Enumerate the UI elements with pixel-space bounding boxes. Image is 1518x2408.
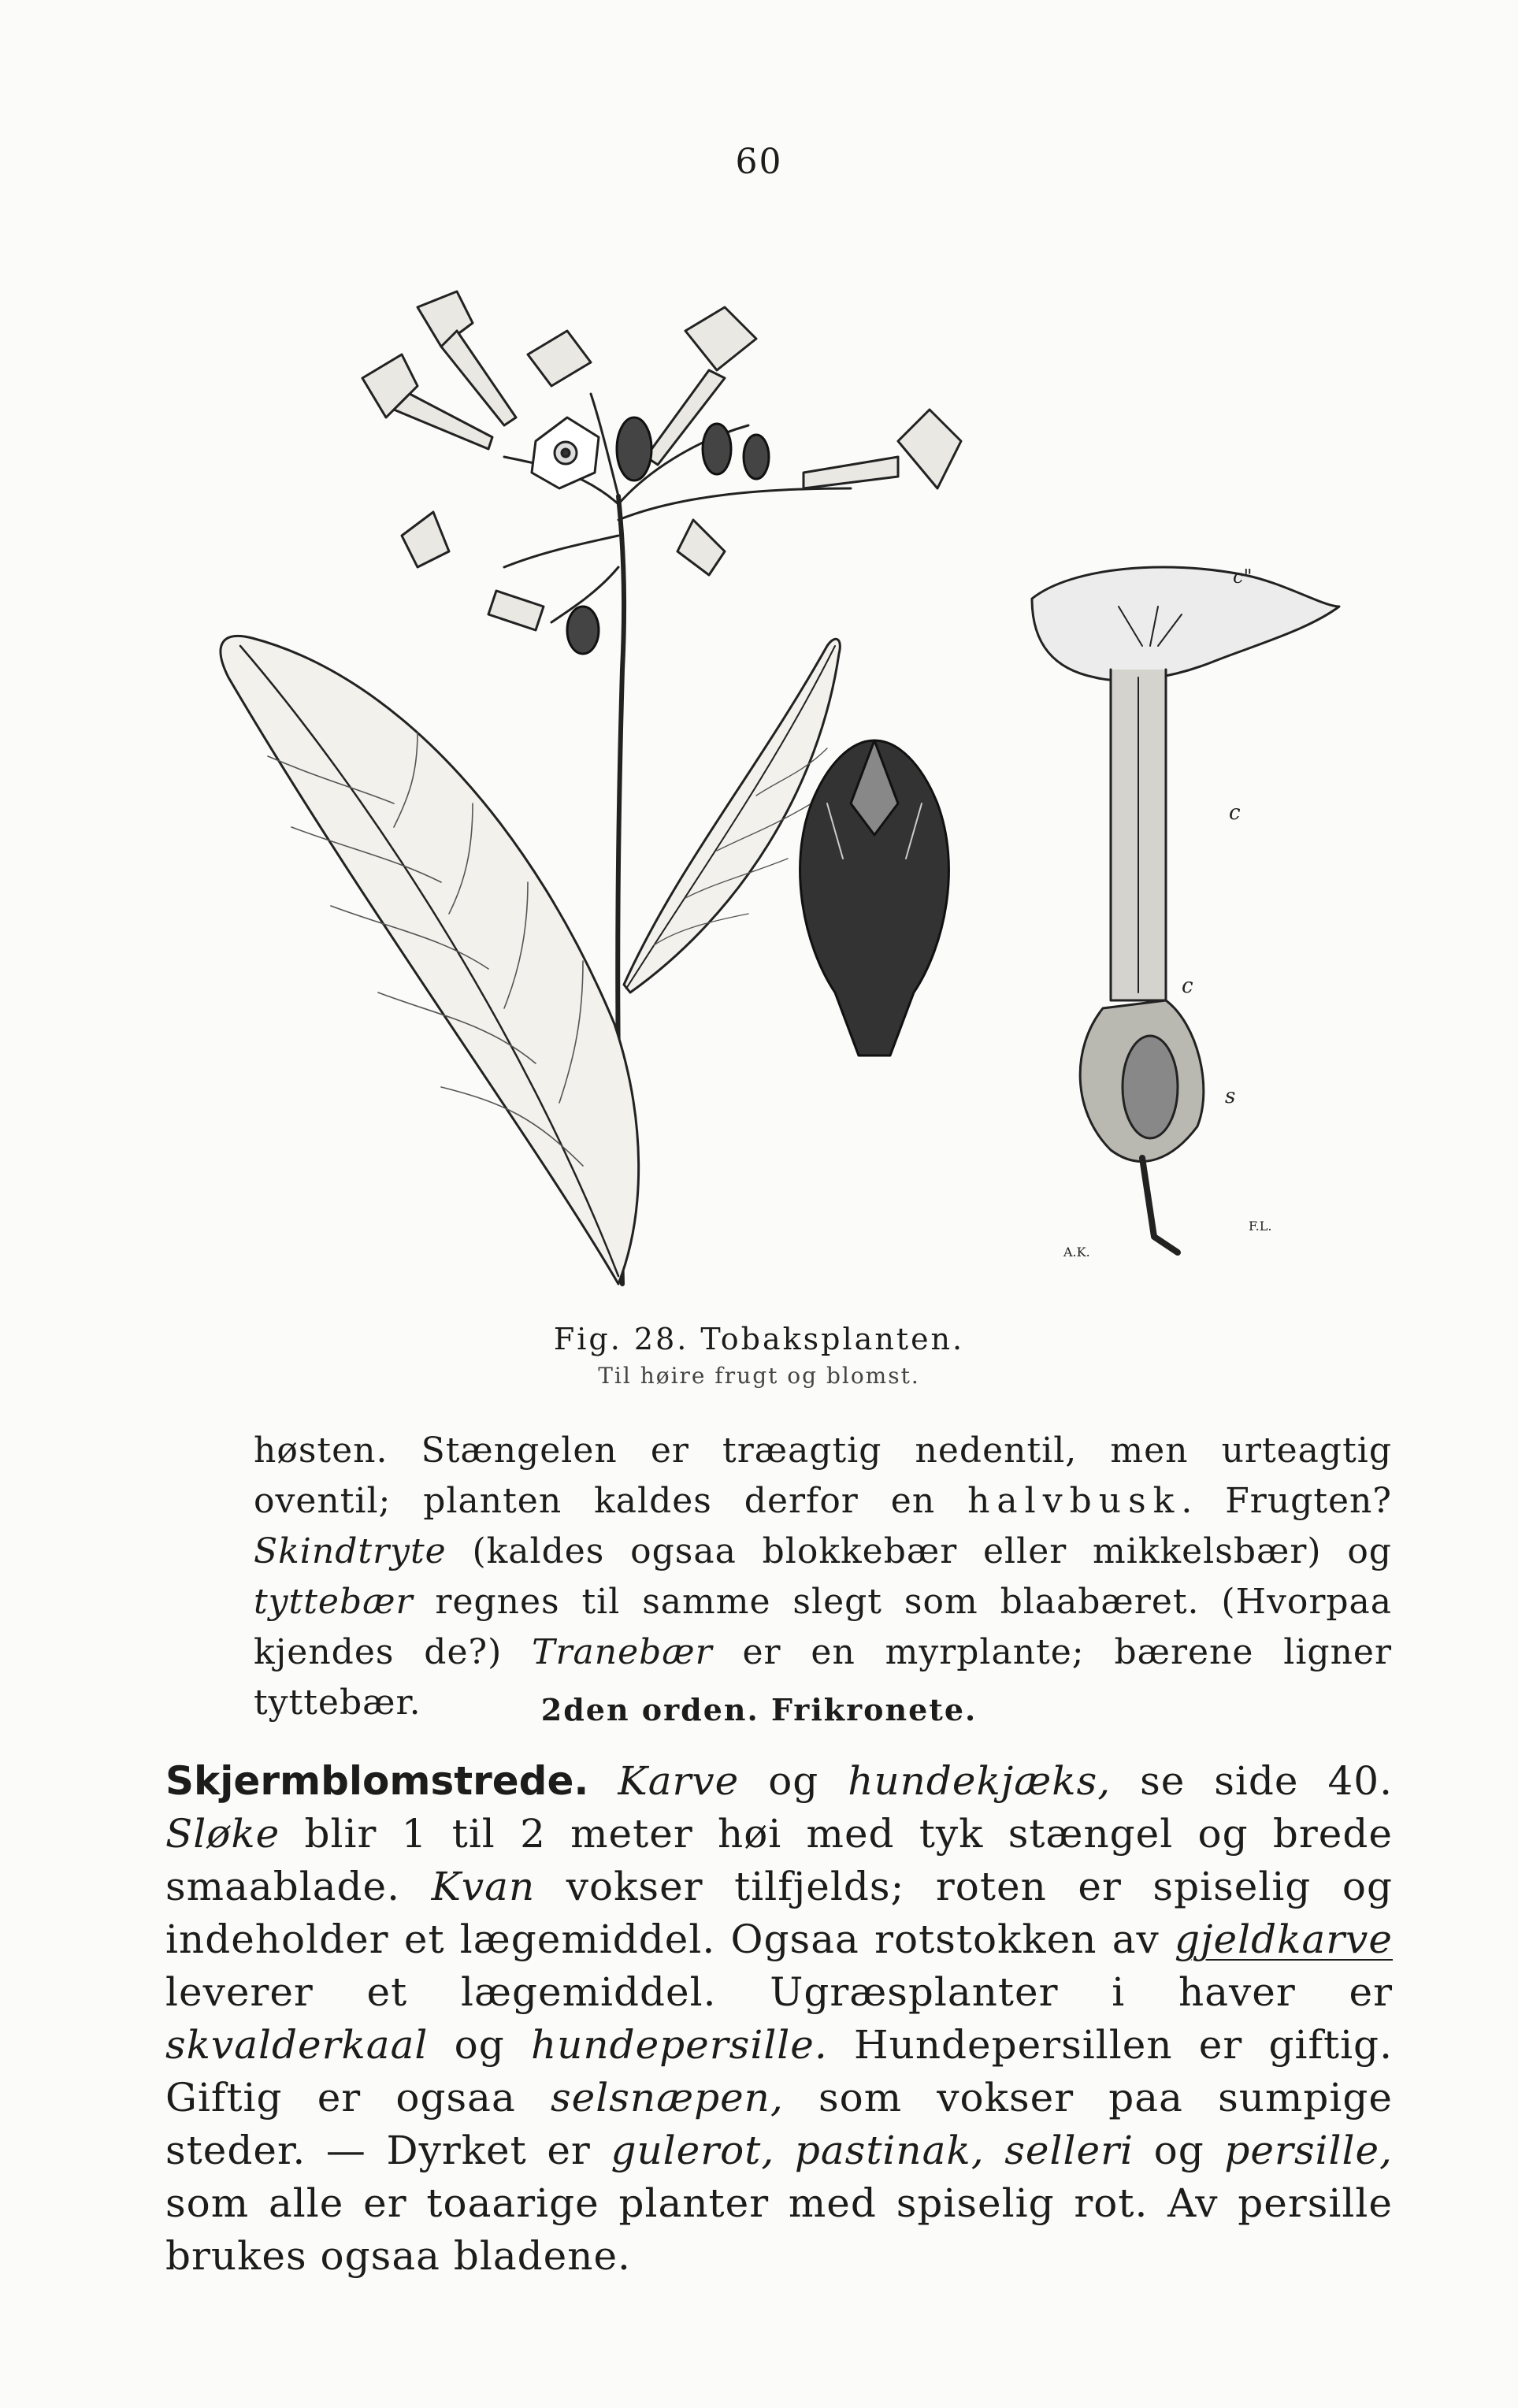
see-page-ref: se side 40. bbox=[1140, 1758, 1393, 1804]
para2-text-3: leverer et lægemiddel. Ugræsplanter i haver er bbox=[165, 1969, 1393, 2015]
term-skindtryte: Skindtryte bbox=[254, 1531, 447, 1571]
flower-section bbox=[1032, 567, 1339, 1252]
term-persille: persille, bbox=[1224, 2128, 1393, 2173]
para1-text-2: . Frugten? bbox=[1181, 1481, 1392, 1521]
term-gjeldkarve: gjeldkarve bbox=[1175, 1916, 1393, 1962]
term-sloke: Sløke bbox=[165, 1811, 280, 1857]
order-heading: 2den orden. Frikronete. bbox=[540, 1692, 978, 1727]
term-gulerot: gulerot, bbox=[611, 2128, 775, 2173]
figure-caption bbox=[0, 1322, 1518, 1389]
signature-right: F.L. bbox=[1249, 1219, 1272, 1234]
label-c-double-prime: c" bbox=[1233, 566, 1253, 588]
term-skvalderkaal: skvalderkaal bbox=[165, 2022, 429, 2068]
para2-text-4: Hundepersillen er giftig. Giftig er ogsaa bbox=[165, 2022, 1393, 2120]
para2-text-5: som vokser paa sumpige steder. — Dyrket er bbox=[165, 2075, 1393, 2173]
para2-text-1: blir 1 til 2 meter høi med tyk stængel og brede smaablade. bbox=[165, 1811, 1393, 1909]
para2-text-2: vokser tilfjelds; roten er spiselig og indeholder et lægemiddel. Ogsaa rotstokken av bbox=[165, 1864, 1393, 1962]
para1-text-3: (kaldes ogsaa blokkebær eller mikkelsbær) og bbox=[472, 1531, 1392, 1571]
term-pastinak: pastinak, bbox=[794, 2128, 985, 2173]
para1-text-5: er en myrplante; bærene ligner tyttebær. bbox=[254, 1632, 1392, 1723]
tobacco-plant-illustration bbox=[205, 236, 1355, 1323]
para1-text-4: regnes til samme slegt som blaabæret. (Hvorpaa kjendes de?) bbox=[254, 1582, 1392, 1672]
illustration-svg bbox=[205, 236, 1355, 1323]
label-c-lower: c bbox=[1182, 974, 1193, 998]
signature-left: A.K. bbox=[1063, 1245, 1090, 1260]
para1-text-1: høsten. Stængelen er træagtig nedentil, men urteagtig oventil; planten kaldes derfor en bbox=[254, 1430, 1392, 1521]
label-s: s bbox=[1225, 1085, 1236, 1108]
term-selleri: selleri bbox=[1004, 2128, 1134, 2173]
word-og-1: og bbox=[768, 1758, 819, 1804]
para2-text-6: som alle er toaarige planter med spiselig rot. Av persille brukes ogsaa bladene. bbox=[165, 2180, 1393, 2279]
label-c-upper: c bbox=[1229, 801, 1241, 825]
term-kvan: Kvan bbox=[431, 1864, 536, 1909]
caption-subtitle: Til høire frugt og blomst. bbox=[598, 1363, 920, 1389]
open-flower bbox=[532, 417, 599, 488]
term-karve: Karve bbox=[618, 1758, 740, 1804]
left-leaf bbox=[221, 636, 639, 1284]
word-og-2: og bbox=[454, 2022, 505, 2068]
term-tyttebaer: tyttebær bbox=[254, 1582, 414, 1622]
term-hundekjaeks: hundekjæks, bbox=[848, 1758, 1112, 1804]
tubular-flowers bbox=[362, 291, 961, 630]
term-hundepersille: hundepersille. bbox=[530, 2022, 828, 2068]
term-selsnaepen: selsnæpen, bbox=[550, 2075, 784, 2120]
term-halvbusk: halvbusk bbox=[967, 1481, 1182, 1521]
caption-title: Fig. 28. Tobaksplanten. bbox=[553, 1322, 965, 1356]
page-number: 60 bbox=[735, 142, 783, 182]
paragraph-umbellifers bbox=[165, 1755, 1393, 2283]
paragraph-tobacco-text bbox=[254, 1426, 1392, 1728]
word-og-3: og bbox=[1153, 2128, 1204, 2173]
seed-capsule bbox=[800, 740, 949, 1056]
term-tranebaer: Tranebær bbox=[532, 1632, 713, 1672]
section-title: Skjermblomstrede. bbox=[165, 1758, 589, 1804]
